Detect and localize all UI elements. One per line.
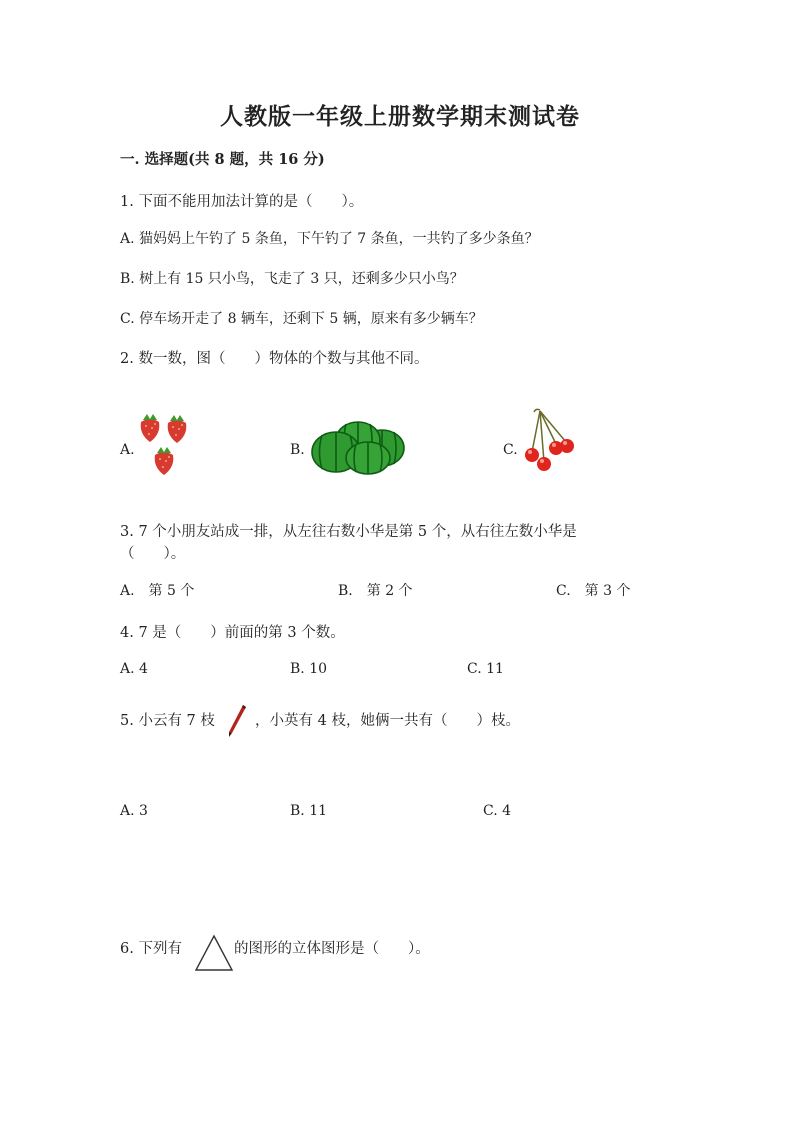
q3-option-a: A. 第 5 个 (120, 583, 195, 599)
triangle-icon (193, 932, 235, 974)
q6-stem-post: 的图形的立体图形是（ ）。 (234, 941, 430, 957)
cherry-icon (560, 439, 574, 453)
q2-option-c-label: C. (503, 442, 518, 458)
q3-stem-line2: （ ）。 (120, 546, 186, 562)
q1-option-b: B. 树上有 15 只小鸟，飞走了 3 只，还剩多少只小鸟？ (120, 271, 464, 287)
q2-stem: 2. 数一数，图（ ）物体的个数与其他不同。 (120, 351, 429, 367)
q4-stem: 4. 7 是（ ）前面的第 3 个数。 (120, 625, 345, 641)
q4-option-b: B. 10 (290, 661, 328, 677)
q2-option-a-label: A. (120, 442, 135, 458)
cherries-image (520, 406, 582, 476)
q3-option-b: B. 第 2 个 (338, 583, 413, 599)
q5-option-a: A. 3 (120, 803, 148, 819)
cherry-icon (537, 457, 551, 471)
q1-option-a: A. 猫妈妈上午钓了 5 条鱼，下午钓了 7 条鱼，一共钓了多少条鱼？ (120, 231, 539, 247)
q3-stem-line1: 3. 7 个小朋友站成一排，从左往右数小华是第 5 个，从右往左数小华是 (120, 524, 577, 540)
q6-stem-pre: 6. 下列有 (120, 941, 182, 957)
q1-stem: 1. 下面不能用加法计算的是（ ）。 (120, 194, 364, 210)
q5-stem-post: ，小英有 4 枝，她俩一共有（ ）枝。 (255, 713, 520, 729)
section-heading: 一. 选择题(共 8 题，共 16 分) (120, 151, 325, 168)
watermelons-image (310, 418, 406, 476)
strawberry-icon (168, 415, 187, 443)
q5-option-b: B. 11 (290, 803, 328, 819)
q5-option-c: C. 4 (483, 803, 512, 819)
strawberry-icon (155, 447, 174, 475)
strawberry-icon (141, 414, 160, 442)
strawberries-image (137, 410, 193, 476)
cherry-icon (525, 448, 539, 462)
pencil-icon (224, 703, 248, 739)
q2-option-b-label: B. (290, 442, 305, 458)
q1-option-c: C. 停车场开走了 8 辆车，还剩下 5 辆，原来有多少辆车？ (120, 311, 483, 327)
q4-option-a: A. 4 (120, 661, 148, 677)
q3-option-c: C. 第 3 个 (556, 583, 631, 599)
q5-stem-pre: 5. 小云有 7 枝 (120, 713, 215, 729)
page-title: 人教版一年级上册数学期末测试卷 (220, 103, 580, 130)
q4-option-c: C. 11 (467, 661, 504, 677)
